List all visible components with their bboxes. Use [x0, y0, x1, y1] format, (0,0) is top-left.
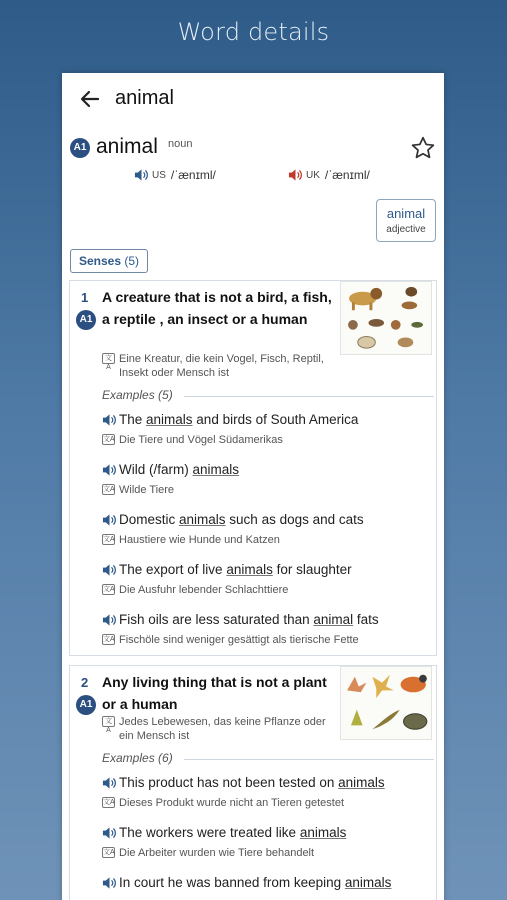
senses-count: (5) [124, 254, 140, 268]
example-item[interactable] [102, 611, 432, 647]
example-keyword: animals [344, 875, 392, 890]
word-details-card [62, 73, 444, 900]
example-keyword: animals [338, 775, 385, 790]
star-icon[interactable] [410, 135, 436, 161]
level-badge: A1 [70, 138, 90, 158]
speaker-icon [102, 876, 117, 890]
example-item[interactable] [102, 561, 432, 597]
example-sentence[interactable] [102, 411, 432, 429]
example-item[interactable] [102, 874, 432, 892]
level-badge: A1 [76, 695, 96, 715]
example-text: and birds of South America [192, 412, 359, 427]
living-things-illustration [340, 666, 432, 740]
sense-definition: A creature that is not a bird, a fish, a reptile , an insect or a human [102, 289, 332, 327]
translate-icon: 文A [102, 353, 115, 364]
example-keyword: animals [179, 512, 226, 527]
translation-text: Haustiere wie Hunde und Katzen [119, 534, 280, 546]
example-item[interactable] [102, 411, 432, 447]
example-translation [102, 796, 432, 810]
translation-text: Dieses Produkt wurde nicht an Tieren getestet [119, 797, 345, 809]
example-text: for slaughter [272, 562, 352, 577]
translation-text: Wilde Tiere [119, 484, 175, 496]
example-text: This product has not been tested on [119, 775, 339, 790]
example-item[interactable] [102, 511, 432, 547]
sense-translation [102, 715, 342, 743]
example-translation [102, 846, 432, 860]
speaker-icon [102, 463, 117, 477]
example-text: In court he was banned from keeping [119, 875, 345, 890]
topbar-title: animal [115, 87, 174, 109]
ipa-text: /ˈænɪml/ [170, 168, 216, 182]
example-text: Domestic [119, 512, 180, 527]
example-text: The export of live [119, 562, 227, 577]
translation-text: Jedes Lebewesen, das keine Pflanze oder ein Mensch ist [119, 716, 326, 742]
example-translation [102, 533, 432, 547]
sense-number: 2 [81, 675, 89, 690]
example-text: fats [353, 612, 379, 627]
translation-text: Die Tiere und Vögel Südamerikas [119, 434, 283, 446]
example-keyword: animal [313, 612, 354, 627]
example-sentence[interactable] [102, 561, 432, 579]
example-translation [102, 433, 432, 447]
example-sentence[interactable] [102, 461, 432, 479]
example-keyword: animals [146, 412, 193, 427]
pronunciation-us[interactable] [134, 168, 216, 182]
sense-number: 1 [81, 290, 89, 305]
speaker-icon [102, 563, 117, 577]
example-text: Fish oils are less saturated than [119, 612, 314, 627]
region-label: UK [306, 169, 320, 181]
translate-icon: 文A [103, 799, 115, 806]
translate-icon: 文A [103, 636, 115, 643]
part-of-speech: noun [168, 138, 193, 150]
example-item[interactable] [102, 774, 432, 810]
senses-label: Senses [79, 254, 122, 268]
example-text: The workers were treated like [119, 825, 300, 840]
page-heading: Word details [177, 18, 330, 46]
speaker-icon [102, 513, 117, 527]
translate-icon: 文A [103, 586, 115, 593]
speaker-icon [102, 826, 117, 840]
speaker-icon [102, 413, 117, 427]
translation-text: Fischöle sind weniger gesättigt als tierische Fette [119, 634, 359, 646]
related-pos: adjective [386, 224, 426, 235]
speaker-icon [288, 168, 303, 182]
sense-card [69, 665, 437, 900]
translation-text: Die Arbeiter wurden wie Tiere behandelt [119, 847, 315, 859]
example-keyword: animals [299, 825, 347, 840]
level-badge: A1 [76, 310, 96, 330]
related-word-button[interactable] [376, 199, 436, 242]
example-item[interactable] [102, 461, 432, 497]
speaker-icon [102, 776, 117, 790]
example-translation [102, 633, 432, 647]
related-word: animal [386, 206, 426, 221]
region-label: US [152, 169, 166, 181]
example-sentence[interactable] [102, 824, 432, 842]
pronunciation-uk[interactable] [288, 168, 370, 182]
example-text: The [119, 412, 147, 427]
examples-header: Examples (5) [102, 388, 434, 402]
example-keyword: animals [192, 462, 240, 477]
translate-icon: 文A [103, 486, 115, 493]
example-sentence[interactable] [102, 874, 432, 892]
example-sentence[interactable] [102, 611, 432, 629]
example-translation [102, 483, 432, 497]
examples-header: Examples (6) [102, 751, 434, 765]
speaker-icon [134, 168, 149, 182]
top-bar [62, 73, 444, 127]
sense-translation [102, 352, 342, 380]
example-text: such as dogs and cats [225, 512, 364, 527]
example-item[interactable] [102, 824, 432, 860]
translate-icon: 文A [102, 716, 115, 727]
headword-row [70, 135, 436, 163]
example-keyword: animals [226, 562, 273, 577]
sense-card [69, 280, 437, 656]
sense-definition: Any living thing that is not a plant or a human [102, 674, 327, 712]
speaker-icon [102, 613, 117, 627]
translate-icon: 文A [103, 536, 115, 543]
example-text: Wild (/farm) [119, 462, 193, 477]
translate-icon: 文A [103, 849, 115, 856]
animals-illustration [340, 281, 432, 355]
translate-icon: 文A [103, 436, 115, 443]
example-sentence[interactable] [102, 511, 432, 529]
translation-text: Die Ausfuhr lebender Schlachttiere [119, 584, 289, 596]
example-translation [102, 583, 432, 597]
senses-button[interactable] [70, 249, 148, 273]
back-arrow-icon[interactable] [78, 87, 102, 111]
translation-text: Eine Kreatur, die kein Vogel, Fisch, Reptil, Insekt oder Mensch ist [119, 353, 324, 379]
ipa-text: /ˈænɪml/ [324, 168, 370, 182]
headword: animal [96, 135, 158, 158]
example-sentence[interactable] [102, 774, 432, 792]
